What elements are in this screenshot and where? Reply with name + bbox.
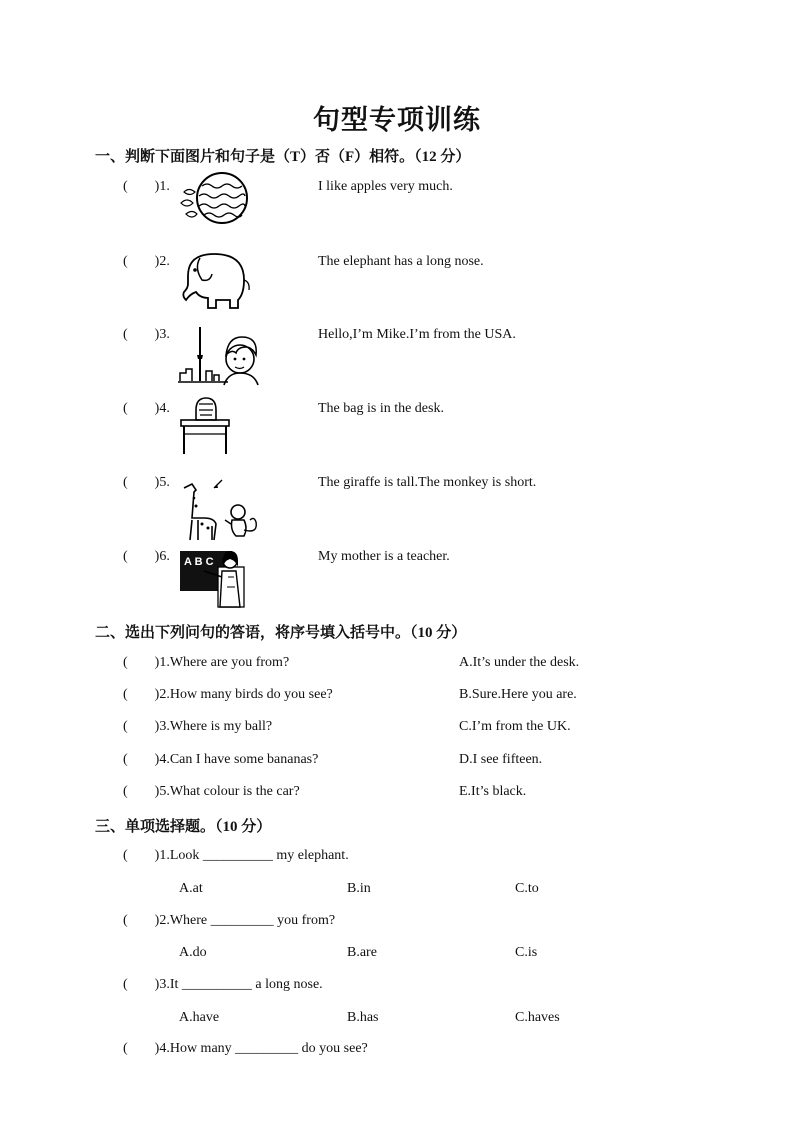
answer-blank-2[interactable]: ( )2.	[123, 254, 170, 269]
boy-with-tower-icon	[178, 325, 266, 387]
section-1-heading: 一、判断下面图片和句子是（T）否（F）相符。（12 分）	[95, 149, 471, 165]
sentence-3: Hello,I’m Mike.I’m from the USA.	[318, 327, 516, 342]
match-answer-c: C.I’m from the UK.	[459, 719, 571, 734]
choice-1-option-c[interactable]: C.to	[515, 881, 539, 896]
sentence-4: The bag is in the desk.	[318, 401, 444, 416]
sentence-5: The giraffe is tall.The monkey is short.	[318, 475, 537, 490]
choice-1-option-a[interactable]: A.at	[179, 881, 203, 896]
match-answer-a: A.It’s under the desk.	[459, 655, 580, 670]
sentence-2: The elephant has a long nose.	[318, 254, 484, 269]
section-2-heading: 二、选出下列问句的答语，将序号填入括号中。（10 分）	[95, 625, 467, 641]
bag-on-desk-icon	[178, 396, 232, 458]
match-question-5[interactable]: ( )5.What colour is the car?	[123, 784, 300, 799]
match-question-3[interactable]: ( )3.Where is my ball?	[123, 719, 273, 734]
match-answer-e: E.It’s black.	[459, 784, 527, 799]
match-answer-d: D.I see fifteen.	[459, 752, 543, 767]
elephant-icon	[178, 248, 252, 310]
choice-2-option-c[interactable]: C.is	[515, 945, 538, 960]
choice-1-option-b[interactable]: B.in	[347, 881, 371, 896]
answer-blank-4[interactable]: ( )4.	[123, 401, 170, 416]
teacher-blackboard-icon	[178, 547, 246, 609]
choice-2-option-a[interactable]: A.do	[179, 945, 207, 960]
choice-3-option-b[interactable]: B.has	[347, 1010, 379, 1025]
answer-blank-6[interactable]: ( )6.	[123, 549, 170, 564]
match-question-4[interactable]: ( )4.Can I have some bananas?	[123, 752, 319, 767]
match-question-1[interactable]: ( )1.Where are you from?	[123, 655, 290, 670]
giraffe-monkey-icon	[178, 476, 262, 542]
choice-3-option-a[interactable]: A.have	[179, 1010, 220, 1025]
choice-3-option-c[interactable]: C.haves	[515, 1010, 560, 1025]
sentence-6: My mother is a teacher.	[318, 549, 450, 564]
choice-question-3[interactable]: ( )3.It __________ a long nose.	[123, 977, 323, 992]
choice-2-option-b[interactable]: B.are	[347, 945, 377, 960]
sentence-1: I like apples very much.	[318, 179, 453, 194]
match-answer-b: B.Sure.Here you are.	[459, 687, 577, 702]
choice-question-2[interactable]: ( )2.Where _________ you from?	[123, 913, 336, 928]
section-3-heading: 三、单项选择题。（10 分）	[95, 819, 272, 835]
answer-blank-3[interactable]: ( )3.	[123, 327, 170, 342]
watermelon-icon	[178, 170, 258, 228]
choice-question-1[interactable]: ( )1.Look __________ my elephant.	[123, 848, 349, 863]
choice-question-4[interactable]: ( )4.How many _________ do you see?	[123, 1041, 368, 1056]
svg-text:A B C: A B C	[184, 556, 214, 568]
answer-blank-5[interactable]: ( )5.	[123, 475, 170, 490]
match-question-2[interactable]: ( )2.How many birds do you see?	[123, 687, 333, 702]
answer-blank-1[interactable]: ( )1.	[123, 179, 170, 194]
page-title: 句型专项训练	[313, 105, 481, 135]
